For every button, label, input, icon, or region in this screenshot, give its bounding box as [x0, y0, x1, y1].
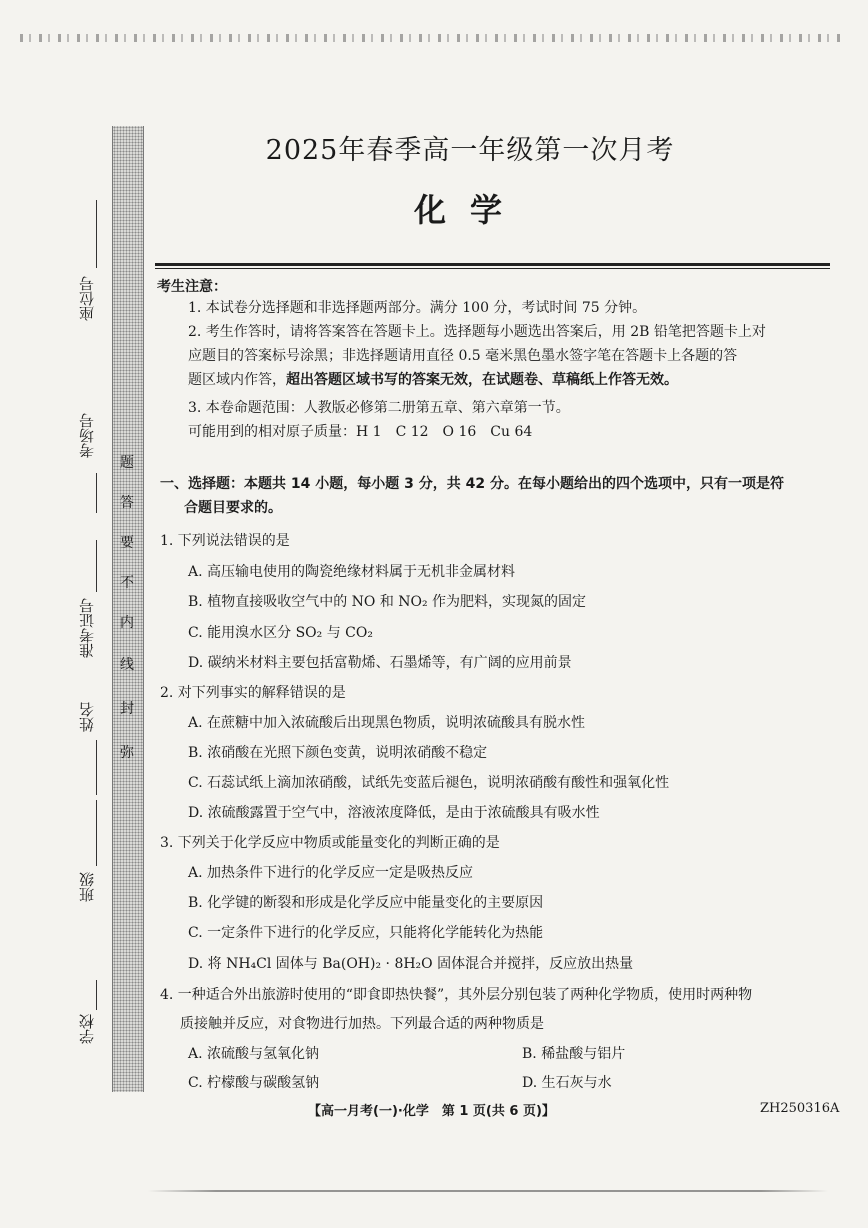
question-stem: 3. 下列关于化学反应中物质或能量变化的判断正确的是 — [160, 835, 500, 851]
fill-line — [96, 740, 97, 795]
fill-line — [96, 980, 97, 1010]
fill-line — [96, 540, 97, 592]
section-line: 合题目要求的。 — [184, 500, 282, 516]
notice-item — [188, 369, 828, 391]
scan-edge — [148, 1190, 828, 1192]
field-label: 座位号 — [78, 276, 96, 321]
question-option: C. 柠檬酸与碳酸氢钠 — [188, 1075, 320, 1091]
binding-char: 封 — [120, 701, 134, 717]
exam-room-field[interactable] — [76, 355, 106, 515]
atomic-mass-line: 可能用到的相对原子质量：H 1 C 12 O 16 Cu 64 — [188, 424, 533, 440]
binding-char: 内 — [120, 615, 134, 631]
question-option: C. 一定条件下进行的化学反应，只能将化学能转化为热能 — [188, 925, 544, 941]
binding-char: 弥 — [120, 745, 134, 761]
exam-title: 2025年春季高一年级第一次月考 — [265, 135, 675, 166]
paper-code: ZH250316A — [760, 1101, 840, 1116]
question-stem: 4. 一种适合外出旅游时使用的“即食即热快餐”，其外层分别包装了两种化学物质，使用时两种物 — [160, 987, 753, 1003]
section-heading — [160, 472, 830, 520]
binding-char: 不 — [120, 575, 134, 591]
divider — [155, 263, 830, 266]
question-option: D. 浓硫酸露置于空气中，溶液浓度降低，是由于浓硫酸具有吸水性 — [188, 805, 600, 821]
question-stem-cont: 质接触并反应，对食物进行加热。下列最合适的两种物质是 — [180, 1016, 544, 1032]
fill-line — [96, 800, 97, 866]
question-option: A. 高压输电使用的陶瓷绝缘材料属于无机非金属材料 — [188, 564, 516, 580]
notice-title: 考生注意： — [157, 279, 227, 295]
notice-text: 题区域内作答， — [188, 372, 286, 388]
name-field[interactable] — [76, 680, 106, 795]
notice-item: 1. 本试卷分选择题和非选择题两部分。满分 100 分，考试时间 75 分钟。 — [188, 300, 647, 316]
question-option: B. 浓硝酸在光照下颜色变黄，说明浓硝酸不稳定 — [188, 745, 488, 761]
question-option: C. 石蕊试纸上滴加浓硝酸，试纸先变蓝后褪色，说明浓硝酸有酸性和强氧化性 — [188, 775, 670, 791]
binding-char: 题 — [120, 455, 134, 471]
question-option: D. 碳纳米材料主要包括富勒烯、石墨烯等，有广阔的应用前景 — [188, 655, 572, 671]
question-option: B. 植物直接吸收空气中的 NO 和 NO₂ 作为肥料，实现氮的固定 — [188, 594, 587, 610]
school-field[interactable] — [76, 980, 106, 1050]
question-stem: 2. 对下列事实的解释错误的是 — [160, 685, 346, 701]
question-option: B. 化学键的断裂和形成是化学反应中能量变化的主要原因 — [188, 895, 544, 911]
class-field[interactable] — [76, 800, 106, 910]
field-label: 班级 — [78, 872, 96, 902]
field-label: 考场号 — [78, 413, 96, 458]
notice-emphasis: 超出答题区域书写的答案无效，在试题卷、草稿纸上作答无效。 — [286, 372, 678, 388]
question-option: A. 加热条件下进行的化学反应一定是吸热反应 — [188, 865, 474, 881]
question-option: A. 在蔗糖中加入浓硫酸后出现黑色物质，说明浓硫酸具有脱水性 — [188, 715, 586, 731]
fill-line — [96, 473, 97, 513]
scan-noise — [20, 34, 840, 42]
question-option: D. 生石灰与水 — [522, 1075, 612, 1091]
ticket-number-field[interactable] — [76, 540, 106, 660]
section-line: 一、选择题：本题共 14 小题，每小题 3 分，共 42 分。在每小题给出的四个选项中，只有一项是符 — [160, 476, 784, 492]
field-label: 姓名 — [78, 702, 96, 732]
binding-char: 要 — [120, 535, 134, 551]
divider — [155, 268, 830, 269]
notice-item: 应题目的答案标号涂黑；非选择题请用直径 0.5 毫米黑色墨水签字笔在答题卡上各题的答 — [188, 348, 738, 364]
subject-title: 化学 — [413, 191, 526, 229]
field-label: 准考证号 — [78, 598, 96, 658]
question-option: B. 稀盐酸与铝片 — [522, 1046, 626, 1062]
notice-item: 3. 本卷命题范围：人教版必修第二册第五章、第六章第一节。 — [188, 400, 570, 416]
binding-char: 线 — [120, 657, 134, 673]
question-option: C. 能用溴水区分 SO₂ 与 CO₂ — [188, 625, 373, 641]
question-stem: 1. 下列说法错误的是 — [160, 533, 290, 549]
question-option: A. 浓硫酸与氢氧化钠 — [188, 1046, 320, 1062]
page-footer: 【高一月考(一)·化学 第 1 页(共 6 页)】 — [308, 1104, 555, 1119]
fill-line — [96, 200, 97, 268]
binding-strip — [112, 126, 144, 1092]
field-label: 学校 — [78, 1014, 96, 1044]
seat-number-field[interactable] — [76, 200, 106, 350]
question-option: D. 将 NH₄Cl 固体与 Ba(OH)₂ · 8H₂O 固体混合并搅拌，反应放出热量 — [188, 956, 634, 972]
binding-char: 答 — [120, 495, 134, 511]
notice-item: 2. 考生作答时，请将答案答在答题卡上。选择题每小题选出答案后，用 2B 铅笔把答题卡上对 — [188, 324, 766, 340]
